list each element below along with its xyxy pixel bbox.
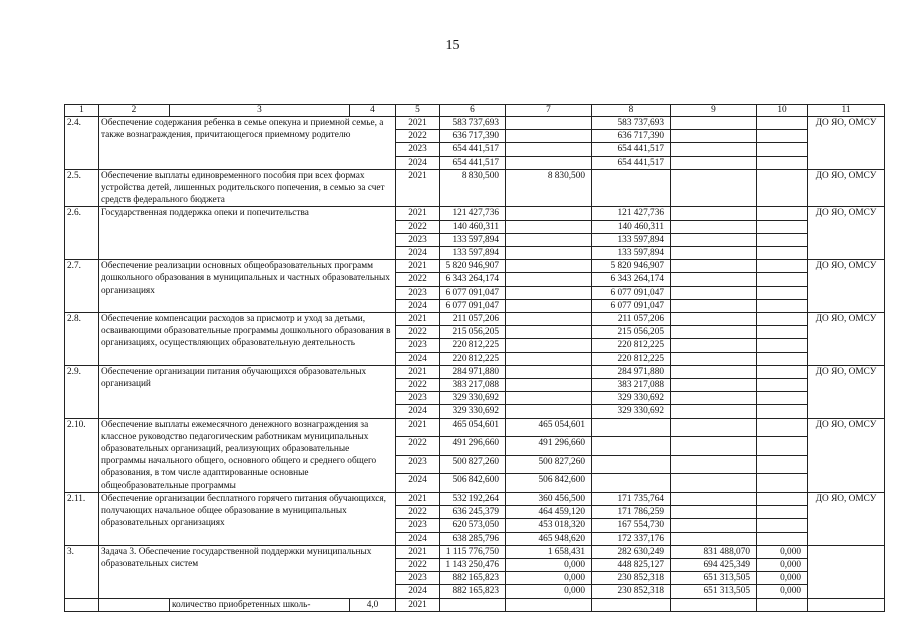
table-row — [65, 260, 885, 273]
value-cell — [506, 405, 592, 418]
value-cell — [671, 326, 757, 339]
value-cell: 654 441,517 — [440, 156, 506, 169]
value-cell — [757, 260, 808, 273]
value-cell — [506, 313, 592, 326]
value-cell: 140 460,311 — [440, 220, 506, 233]
year-cell: 2022 — [396, 437, 440, 456]
table-row — [65, 418, 885, 437]
value-cell: 464 459,120 — [506, 506, 592, 519]
empty-cell — [65, 598, 99, 611]
value-cell — [757, 506, 808, 519]
value-cell: 6 077 091,047 — [592, 286, 671, 299]
header-cell: 3 — [170, 105, 350, 117]
header-cell: 10 — [757, 105, 808, 117]
value-cell: 465 948,620 — [506, 532, 592, 545]
value-cell — [506, 156, 592, 169]
item-title: Государственная поддержка опеки и попечительства — [99, 207, 396, 260]
value-cell: 0,000 — [506, 558, 592, 571]
value-cell: 500 827,260 — [506, 455, 592, 474]
value-cell: 5 820 946,907 — [592, 260, 671, 273]
value-cell: 654 441,517 — [592, 156, 671, 169]
year-cell: 2021 — [396, 260, 440, 273]
value-cell — [671, 339, 757, 352]
responsible-cell: ДО ЯО, ОМСУ — [808, 492, 885, 545]
table-row — [65, 207, 885, 220]
value-cell — [671, 299, 757, 312]
year-cell: 2023 — [396, 233, 440, 246]
year-cell: 2024 — [396, 405, 440, 418]
value-cell: 121 427,736 — [440, 207, 506, 220]
table-body — [65, 105, 885, 612]
value-cell: 6 077 091,047 — [440, 299, 506, 312]
value-cell — [506, 286, 592, 299]
table-row — [65, 598, 885, 611]
value-cell — [671, 365, 757, 378]
value-cell: 140 460,311 — [592, 220, 671, 233]
value-cell — [757, 455, 808, 474]
value-cell: 211 057,206 — [440, 313, 506, 326]
year-cell: 2021 — [396, 418, 440, 437]
value-cell — [506, 326, 592, 339]
value-cell — [671, 532, 757, 545]
header-cell: 2 — [99, 105, 170, 117]
value-cell — [592, 437, 671, 456]
value-cell: 211 057,206 — [592, 313, 671, 326]
value-cell — [506, 379, 592, 392]
value-cell: 0,000 — [757, 558, 808, 571]
value-cell: 329 330,692 — [592, 405, 671, 418]
value-cell: 0,000 — [757, 545, 808, 558]
item-title: Обеспечение компенсации расходов за присмотр и уход за детьми, осваивающими образовательные программы дошкольного образования в организациях, осуществляющих образовательную деятельность — [99, 313, 396, 366]
year-cell: 2022 — [396, 130, 440, 143]
value-cell: 360 456,500 — [506, 492, 592, 505]
responsible-cell: ДО ЯО, ОМСУ — [808, 169, 885, 207]
value-cell: 491 296,660 — [506, 437, 592, 456]
value-cell: 491 296,660 — [440, 437, 506, 456]
item-number: 2.8. — [65, 313, 99, 366]
year-cell: 2022 — [396, 506, 440, 519]
value-cell — [757, 143, 808, 156]
value-cell — [757, 352, 808, 365]
value-cell: 220 812,225 — [440, 339, 506, 352]
value-cell: 171 735,764 — [592, 492, 671, 505]
value-cell: 465 054,601 — [506, 418, 592, 437]
header-cell: 1 — [65, 105, 99, 117]
value-cell: 215 056,205 — [592, 326, 671, 339]
value-cell: 651 313,505 — [671, 585, 757, 598]
value-cell — [671, 260, 757, 273]
value-cell: 831 488,070 — [671, 545, 757, 558]
table-row — [65, 365, 885, 378]
value-cell — [671, 156, 757, 169]
header-cell: 4 — [350, 105, 396, 117]
value-cell — [757, 273, 808, 286]
value-cell — [671, 506, 757, 519]
value-cell: 171 786,259 — [592, 506, 671, 519]
value-cell: 651 313,505 — [671, 572, 757, 585]
item-number: 2.9. — [65, 365, 99, 418]
year-cell: 2022 — [396, 326, 440, 339]
value-cell — [671, 143, 757, 156]
value-cell — [506, 352, 592, 365]
value-cell: 506 842,600 — [506, 474, 592, 493]
value-cell: 636 717,390 — [440, 130, 506, 143]
year-cell: 2023 — [396, 392, 440, 405]
item-title: Обеспечение организации питания обучающихся образовательных организаций — [99, 365, 396, 418]
value-cell: 282 630,249 — [592, 545, 671, 558]
empty-cell — [671, 598, 757, 611]
header-cell: 11 — [808, 105, 885, 117]
value-cell — [757, 233, 808, 246]
empty-cell — [808, 598, 885, 611]
value-cell — [671, 273, 757, 286]
year-cell: 2022 — [396, 220, 440, 233]
value-cell: 6 077 091,047 — [440, 286, 506, 299]
year-cell: 2022 — [396, 379, 440, 392]
value-cell — [671, 492, 757, 505]
value-cell: 230 852,318 — [592, 585, 671, 598]
table-row — [65, 169, 885, 207]
table-row — [65, 313, 885, 326]
value-cell — [671, 207, 757, 220]
year-cell: 2022 — [396, 273, 440, 286]
value-cell — [671, 519, 757, 532]
value-cell: 329 330,692 — [592, 392, 671, 405]
value-cell: 636 717,390 — [592, 130, 671, 143]
value-cell: 583 737,693 — [592, 117, 671, 130]
indicator-value: 4,0 — [350, 598, 396, 611]
table-row — [65, 545, 885, 558]
value-cell — [671, 392, 757, 405]
item-title: Обеспечение выплаты ежемесячного денежного вознаграждения за классное руководство педагогическим работникам муниципальных образовательных организаций, реализующих образовательные программы начального общего, основного общего и среднего общего образования, в том числе адаптированные основные общеобразовательные программы — [99, 418, 396, 492]
responsible-cell: ДО ЯО, ОМСУ — [808, 117, 885, 170]
value-cell: 1 658,431 — [506, 545, 592, 558]
value-cell — [671, 352, 757, 365]
responsible-cell: ДО ЯО, ОМСУ — [808, 418, 885, 492]
value-cell: 654 441,517 — [440, 143, 506, 156]
value-cell: 121 427,736 — [592, 207, 671, 220]
empty-cell — [99, 598, 170, 611]
header-cell: 9 — [671, 105, 757, 117]
value-cell — [671, 418, 757, 437]
year-cell: 2021 — [396, 365, 440, 378]
value-cell: 383 217,088 — [440, 379, 506, 392]
value-cell — [592, 455, 671, 474]
value-cell: 500 827,260 — [440, 455, 506, 474]
empty-cell — [440, 598, 506, 611]
budget-table — [64, 104, 885, 612]
item-title: Обеспечение выплаты единовременного пособия при всех формах устройства детей, лишенных родительского попечения, в семью за счет средств федерального бюджета — [99, 169, 396, 207]
value-cell — [757, 313, 808, 326]
year-cell: 2023 — [396, 519, 440, 532]
year-cell: 2024 — [396, 474, 440, 493]
value-cell — [671, 233, 757, 246]
value-cell — [592, 418, 671, 437]
value-cell — [757, 130, 808, 143]
year-cell: 2024 — [396, 585, 440, 598]
value-cell — [671, 313, 757, 326]
year-cell: 2021 — [396, 545, 440, 558]
value-cell: 6 343 264,174 — [440, 273, 506, 286]
header-cell: 5 — [396, 105, 440, 117]
value-cell — [506, 207, 592, 220]
value-cell: 215 056,205 — [440, 326, 506, 339]
year-cell: 2023 — [396, 339, 440, 352]
value-cell — [757, 169, 808, 207]
year-cell: 2023 — [396, 286, 440, 299]
year-cell: 2021 — [396, 207, 440, 220]
responsible-cell — [808, 545, 885, 598]
header-row — [65, 105, 885, 117]
item-number: 2.6. — [65, 207, 99, 260]
table-row — [65, 492, 885, 505]
year-cell: 2024 — [396, 156, 440, 169]
value-cell — [506, 130, 592, 143]
value-cell — [757, 418, 808, 437]
empty-cell — [757, 598, 808, 611]
value-cell: 583 737,693 — [440, 117, 506, 130]
value-cell — [671, 247, 757, 260]
value-cell — [671, 220, 757, 233]
value-cell — [757, 117, 808, 130]
item-number: 2.11. — [65, 492, 99, 545]
value-cell: 532 192,264 — [440, 492, 506, 505]
value-cell: 1 115 776,750 — [440, 545, 506, 558]
value-cell: 636 245,379 — [440, 506, 506, 519]
year-cell: 2024 — [396, 247, 440, 260]
value-cell: 0,000 — [757, 572, 808, 585]
value-cell: 6 343 264,174 — [592, 273, 671, 286]
year-cell: 2022 — [396, 558, 440, 571]
value-cell: 0,000 — [506, 585, 592, 598]
value-cell: 1 143 250,476 — [440, 558, 506, 571]
value-cell: 220 812,225 — [592, 339, 671, 352]
value-cell: 133 597,894 — [592, 233, 671, 246]
value-cell — [592, 474, 671, 493]
value-cell — [506, 247, 592, 260]
item-number: 2.7. — [65, 260, 99, 313]
value-cell: 465 054,601 — [440, 418, 506, 437]
value-cell — [506, 220, 592, 233]
header-cell: 6 — [440, 105, 506, 117]
responsible-cell: ДО ЯО, ОМСУ — [808, 365, 885, 418]
empty-cell — [592, 598, 671, 611]
value-cell: 882 165,823 — [440, 572, 506, 585]
value-cell — [757, 326, 808, 339]
value-cell: 8 830,500 — [506, 169, 592, 207]
value-cell — [506, 365, 592, 378]
value-cell: 620 573,050 — [440, 519, 506, 532]
value-cell — [757, 379, 808, 392]
value-cell: 284 971,880 — [592, 365, 671, 378]
value-cell — [671, 474, 757, 493]
value-cell — [506, 233, 592, 246]
item-title: Обеспечение организации бесплатного горячего питания обучающихся, получающих начальное общее образование в муниципальных образовательных организациях — [99, 492, 396, 545]
value-cell: 453 018,320 — [506, 519, 592, 532]
item-number: 2.10. — [65, 418, 99, 492]
year-cell: 2024 — [396, 352, 440, 365]
value-cell — [757, 519, 808, 532]
responsible-cell: ДО ЯО, ОМСУ — [808, 313, 885, 366]
value-cell — [757, 220, 808, 233]
item-number: 3. — [65, 545, 99, 598]
value-cell — [506, 392, 592, 405]
year-cell: 2023 — [396, 143, 440, 156]
value-cell — [671, 455, 757, 474]
value-cell — [757, 286, 808, 299]
value-cell: 133 597,894 — [440, 233, 506, 246]
value-cell: 882 165,823 — [440, 585, 506, 598]
value-cell: 220 812,225 — [592, 352, 671, 365]
value-cell — [671, 130, 757, 143]
year-cell: 2023 — [396, 455, 440, 474]
value-cell: 284 971,880 — [440, 365, 506, 378]
year-cell: 2023 — [396, 572, 440, 585]
value-cell: 638 285,796 — [440, 532, 506, 545]
value-cell — [592, 169, 671, 207]
value-cell: 167 554,730 — [592, 519, 671, 532]
header-cell: 8 — [592, 105, 671, 117]
year-cell: 2021 — [396, 169, 440, 207]
responsible-cell: ДО ЯО, ОМСУ — [808, 207, 885, 260]
value-cell — [506, 339, 592, 352]
value-cell — [757, 392, 808, 405]
value-cell: 329 330,692 — [440, 405, 506, 418]
value-cell — [506, 299, 592, 312]
table-row — [65, 117, 885, 130]
value-cell — [757, 437, 808, 456]
value-cell: 329 330,692 — [440, 392, 506, 405]
value-cell — [671, 286, 757, 299]
value-cell — [757, 405, 808, 418]
value-cell: 133 597,894 — [440, 247, 506, 260]
value-cell — [757, 299, 808, 312]
value-cell — [757, 492, 808, 505]
value-cell — [671, 169, 757, 207]
year-cell: 2021 — [396, 598, 440, 611]
value-cell: 8 830,500 — [440, 169, 506, 207]
year-cell: 2021 — [396, 313, 440, 326]
responsible-cell: ДО ЯО, ОМСУ — [808, 260, 885, 313]
value-cell — [506, 117, 592, 130]
item-number: 2.5. — [65, 169, 99, 207]
value-cell — [757, 207, 808, 220]
value-cell — [671, 437, 757, 456]
value-cell: 448 825,127 — [592, 558, 671, 571]
value-cell — [757, 339, 808, 352]
value-cell: 694 425,349 — [671, 558, 757, 571]
value-cell: 654 441,517 — [592, 143, 671, 156]
value-cell: 220 812,225 — [440, 352, 506, 365]
item-title: Задача 3. Обеспечение государственной поддержки муниципальных образовательных систем — [99, 545, 396, 598]
value-cell: 5 820 946,907 — [440, 260, 506, 273]
item-title: Обеспечение содержания ребенка в семье опекуна и приемной семье, а также вознаграждения, причитающегося приемному родителю — [99, 117, 396, 170]
value-cell — [757, 365, 808, 378]
value-cell: 506 842,600 — [440, 474, 506, 493]
value-cell: 6 077 091,047 — [592, 299, 671, 312]
page-number: 15 — [445, 38, 460, 53]
item-number: 2.4. — [65, 117, 99, 170]
year-cell: 2024 — [396, 299, 440, 312]
item-title: Обеспечение реализации основных общеобразовательных программ дошкольного образования в муниципальных и частных образовательных организациях — [99, 260, 396, 313]
value-cell — [671, 117, 757, 130]
value-cell — [757, 156, 808, 169]
value-cell: 0,000 — [757, 585, 808, 598]
year-cell: 2021 — [396, 492, 440, 505]
year-cell: 2024 — [396, 532, 440, 545]
value-cell — [671, 405, 757, 418]
header-cell: 7 — [506, 105, 592, 117]
value-cell — [757, 247, 808, 260]
year-cell: 2021 — [396, 117, 440, 130]
value-cell: 230 852,318 — [592, 572, 671, 585]
indicator-name: количество приобретенных школь- — [170, 598, 350, 611]
value-cell — [506, 273, 592, 286]
value-cell — [757, 532, 808, 545]
value-cell — [506, 260, 592, 273]
value-cell: 172 337,176 — [592, 532, 671, 545]
value-cell — [757, 474, 808, 493]
value-cell — [506, 143, 592, 156]
value-cell: 0,000 — [506, 572, 592, 585]
value-cell — [671, 379, 757, 392]
value-cell: 383 217,088 — [592, 379, 671, 392]
empty-cell — [506, 598, 592, 611]
value-cell: 133 597,894 — [592, 247, 671, 260]
